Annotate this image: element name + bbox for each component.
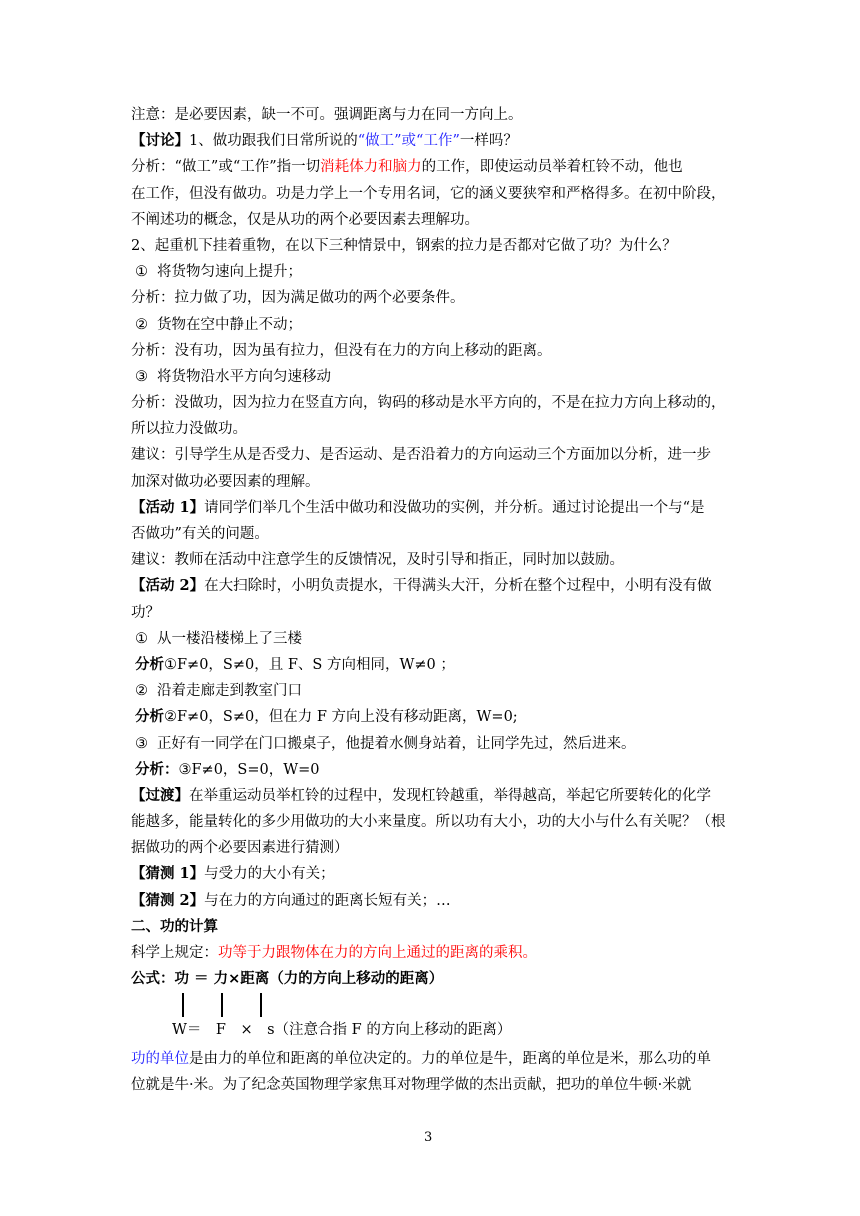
analysis-line-2: 在工作，但没有做功。功是力学上一个专用名词，它的涵义要狭窄和严格得多。在初中阶段， [131, 185, 726, 202]
note-line: 注意：是必要因素，缺一不可。强调距离与力在同一方向上。 [131, 107, 523, 123]
activity-2-line [131, 573, 731, 599]
unit-line-2: 位就是牛·米。为了纪念英国物理学家焦耳对物理学做的杰出贡献，把功的单位牛顿·米就 [131, 1077, 692, 1094]
transition-line-3: 据做功的两个必要因素进行猜测） [131, 840, 349, 857]
act2-case-3 [131, 731, 731, 757]
act2-analysis-2 [131, 704, 731, 730]
analysis-line-1 [131, 154, 731, 180]
act2-analysis-1 [131, 652, 731, 678]
discussion-line [131, 128, 731, 154]
formula-symbols-line: W＝ F × s（注意合指 F 的方向上移动的距离） [172, 1022, 512, 1038]
connector-bar-1 [182, 993, 184, 1017]
act2-case-2-text: 沿着走廊走到教室门口 [157, 683, 302, 700]
transition-tag: 【过渡】 [131, 786, 189, 804]
case-1-number: ① [135, 264, 148, 281]
act2-analysis-1-text: ①F≠0，S≠0，且 F、S 方向相同，W≠0 ； [164, 656, 455, 673]
formula-connector-bars [178, 993, 278, 1017]
activity-2-line-2: 功？ [131, 604, 160, 621]
act2-analysis-3 [131, 757, 731, 783]
act2-analysis-1-tag: 分析 [135, 655, 164, 673]
transition-line-2: 能越多，能量转化的多少用做功的大小来量度。所以功有大小，功的大小与什么有关呢？（根 [131, 814, 726, 831]
case-3-analysis-b: 所以拉力没做功。 [131, 421, 247, 438]
guess-2-text: 与在力的方向通过的距离长短有关；… [204, 892, 451, 909]
discussion-highlight: “做工”或“工作” [357, 133, 460, 150]
guess-1-line [131, 861, 731, 887]
act2-case-2-number: ② [135, 683, 148, 700]
act2-case-3-text: 正好有一同学在门口搬桌子，他提着水侧身站着，让同学先过，然后进来。 [157, 735, 636, 752]
connector-bar-3 [260, 993, 262, 1017]
document-body [131, 102, 731, 992]
act2-case-2 [131, 678, 731, 704]
act2-case-1 [131, 626, 731, 652]
analysis-line-3: 不阐述功的概念，仅是从功的两个必要因素去理解功。 [131, 211, 479, 228]
activity-2-text: 在大扫除时，小明负责提水，干得满头大汗，分析在整个过程中，小明有没有做 [204, 578, 712, 595]
guess-1-tag: 【猜测 1】 [131, 865, 205, 883]
guess-2-line [131, 888, 731, 914]
section-heading: 二、功的计算 [131, 918, 218, 935]
case-3-number: ③ [135, 368, 148, 385]
connector-bar-2 [221, 993, 223, 1017]
activity-1-line-2: 否做功”有关的问题。 [131, 526, 269, 542]
suggestion-line-2: 加深对做功必要因素的理解。 [131, 473, 320, 490]
case-2-analysis: 分析：没有功，因为虽有拉力，但没有在力的方向上移动的距离。 [131, 342, 552, 359]
activity-1-text: 请同学们举几个生活中做功和没做功的实例，并分析。通过讨论提出一个与“是 [204, 499, 705, 516]
page-number: 3 [424, 1130, 433, 1145]
analysis-highlight: 消耗体力和脑力 [320, 159, 422, 176]
case-1-line [131, 259, 731, 285]
act2-analysis-2-text: ②F≠0，S≠0，但在力 F 方向上没有移动距离，W=0; [164, 709, 518, 726]
suggestion-2-line: 建议：教师在活动中注意学生的反馈情况，及时引导和指正，同时加以鼓励。 [131, 552, 624, 569]
discussion-text-b: 一样吗？ [459, 133, 518, 150]
transition-text: 在举重运动员举杠铃的过程中，发现杠铃越重，举得越高，举起它所要转化的化学 [189, 787, 711, 804]
case-2-text: 货物在空中静止不动； [157, 316, 302, 333]
discussion-text-a: 1、做功跟我们日常所说的 [189, 133, 358, 150]
case-3-line [131, 364, 731, 390]
act2-case-1-text: 从一楼沿楼梯上了三楼 [157, 630, 302, 647]
guess-1-text: 与受力的大小有关； [204, 866, 335, 883]
unit-text: 是由力的单位和距离的单位决定的。力的单位是牛，距离的单位是米，那么功的单 [189, 1051, 711, 1067]
discussion-tag: 【讨论】 [131, 132, 189, 150]
activity-2-tag: 【活动 2】 [131, 577, 205, 595]
case-3-analysis-a: 分析：没做功，因为拉力在竖直方向，钩码的移动是水平方向的，不是在拉力方向上移动的， [131, 395, 726, 412]
analysis-text-a: 分析：“做工”或“工作”指一切 [131, 159, 321, 176]
act2-case-3-number: ③ [135, 735, 148, 752]
activity-1-line [131, 495, 731, 521]
definition-line [131, 940, 731, 966]
case-2-number: ② [135, 316, 148, 333]
analysis-text-b: 的工作，即使运动员举着杠铃不动，他也 [421, 159, 683, 176]
definition-prefix: 科学上规定： [131, 945, 218, 961]
activity-1-tag: 【活动 1】 [131, 498, 205, 516]
question-2-line: 2、起重机下挂着重物，在以下三种情景中，钢索的拉力是否都对它做了功？为什么？ [131, 237, 677, 254]
transition-line [131, 783, 731, 809]
unit-line-1 [131, 1046, 731, 1072]
unit-highlight: 功的单位 [131, 1051, 189, 1067]
formula-line: 公式：功 ＝ 力×距离（力的方向上移动的距离） [131, 971, 444, 988]
suggestion-line-1: 建议：引导学生从是否受力、是否运动、是否沿着力的方向运动三个方面加以分析，进一步 [131, 447, 711, 464]
case-1-analysis: 分析：拉力做了功，因为满足做功的两个必要条件。 [131, 290, 465, 307]
act2-analysis-3-text: ③F≠0，S=0，W=0 [178, 761, 320, 778]
case-3-text: 将货物沿水平方向匀速移动 [157, 368, 331, 385]
act2-case-1-number: ① [135, 630, 148, 647]
act2-analysis-3-tag: 分析： [135, 760, 179, 778]
case-1-text: 将货物匀速向上提升； [157, 264, 302, 281]
act2-analysis-2-tag: 分析 [135, 708, 164, 726]
unit-paragraph [131, 1046, 731, 1098]
definition-highlight: 功等于力跟物体在力的方向上通过的距离的乘积。 [218, 945, 537, 961]
case-2-line [131, 312, 731, 338]
guess-2-tag: 【猜测 2】 [131, 891, 205, 909]
